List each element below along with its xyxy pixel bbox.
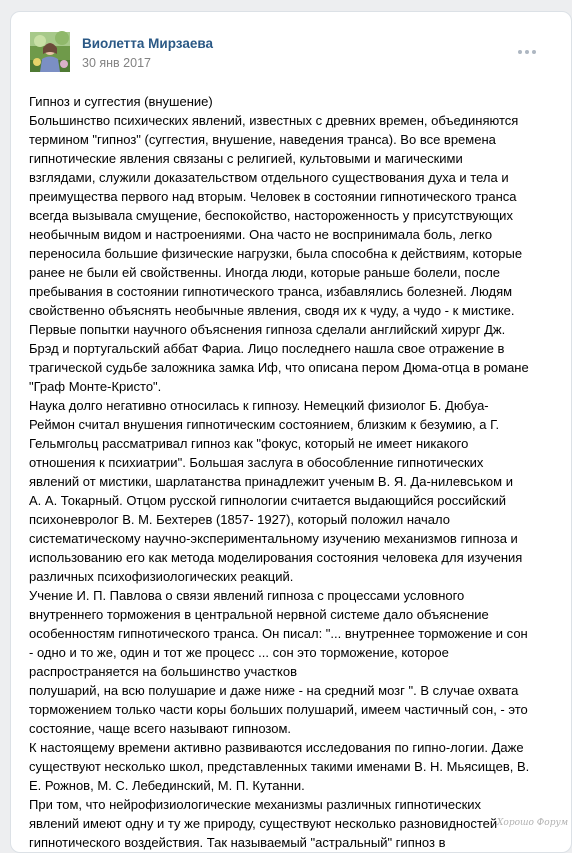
post-text-line: К настоящему времени активно развиваются исследования по гипно-логии. Даже [29,740,524,755]
post-text-line: всегда вызывала смущение, беспокойство, настороженность у присутствующих [29,208,513,223]
avatar-image [30,32,70,72]
post-text-line: явлений от мистики, шарлатанства принадлежит ученым В. Я. Да-нилевськом и [29,474,513,489]
watermark: Хорошо Форум [497,818,569,828]
post-text-line: гипнотического воздействия. Так называемый "астральный" гипноз в [29,835,446,850]
post-text-line: торможением только части коры больших полушарий, имеем частичный сон, - это [29,702,528,717]
post-text [29,92,554,852]
post-text-line: состояние, чаще всего называют гипнозом. [29,721,292,736]
post-text-line: Большинство психических явлений, известных с древних времен, объединяются [29,113,519,128]
post-text-line: полушарий, на всю полушарие и даже ниже - на средний мозг ". В случае охвата [29,683,519,698]
post-text-line: переносила большие физические нагрузки, была способна к действиям, которые [29,246,523,261]
post-text-line: свойственно объяснять необычные явления, сводя их к чуду, а чудо - к мистике. [29,303,515,318]
post-text-line: взглядами, служили доказательством отдельного существования духа и тела и [29,170,509,185]
post-text-line: внутреннего торможения в центральной нервной системе дало объяснение [29,607,489,622]
post-text-line: Первые попытки научного объяснения гипноза сделали английский хирург Дж. [29,322,506,337]
post-text-line: термином "гипноз" (суггестия, внушение, наведения транса). Во все времена [29,132,496,147]
more-options-icon[interactable] [518,46,540,58]
post-header [11,12,571,84]
post-text-line: необычным видом и настроениями. Она часто не воспринимала боль, легко [29,227,493,242]
post-text-line: существуют несколько школ, представленных такими именами В. Н. Мьясищев, В. [29,759,530,774]
post-text-line: психоневролог В. М. Бехтерев (1857- 1927), который положил начало [29,512,450,527]
author-name[interactable]: Виолетта Мирзаева [82,36,213,51]
post-text-line: пребывания в состоянии гипнотического транса, избавлялись болезней. Людям [29,284,513,299]
post-text-line: Учение И. П. Павлова о связи явлений гипноза с процессами условного [29,588,465,603]
post-text-line: трагической судьбе заложника замка Иф, что описана пером Дюма-отца в романе [29,360,529,375]
post-text-line: гипнотические явления связаны с религией, культовыми и магическими [29,151,463,166]
post-text-line: явлений имеют одну и ту же природу, существуют несколько разновидностей [29,816,498,831]
post-text-line: преимущества первого над вторым. Человек в состоянии гипнотического транса [29,189,517,204]
avatar[interactable] [30,32,70,72]
post-text-line: использованию его как метода моделирования состояния человека для изучения [29,550,523,565]
post-text-line: отношения к психиатрии". Большая заслуга в обособленние гипнотических [29,455,484,470]
post-text-line: При том, что нейрофизиологические механизмы различных гипнотических [29,797,482,812]
post-text-line: - одно и то же, один и тот же процесс ... сон это торможение, которое [29,645,449,660]
post-text-line: Наука долго негативно относилась к гипнозу. Немецкий физиолог Б. Дюбуа- [29,398,489,413]
post-text-line: Гельмгольц рассматривал гипноз как "фокус, который не имеет никакого [29,436,469,451]
post-text-line: А. А. Токарный. Отцом русской гипнологии считается выдающийся российский [29,493,506,508]
post-text-line: различных психофизиологических реакций. [29,569,294,584]
post-text-line: систематическому научно-экспериментальному изучению механизмов гипноза и [29,531,518,546]
post-text-line: ранее не были ей свойственны. Иногда люди, которые раньше болели, после [29,265,501,280]
post-text-line: Е. Рожнов, М. С. Лебединский, М. П. Кутанни. [29,778,305,793]
post-text-line: "Граф Монте-Кристо". [29,379,162,394]
post-text-line: Брэд и португальский аббат Фариа. Лицо последнего нашла свое отражение в [29,341,505,356]
post-text-line: особенностям гипнотического транса. Он писал: "... внутреннее торможение и сон [29,626,528,641]
post-text-line: распространяется на большинство участков [29,664,297,679]
post-date[interactable]: 30 янв 2017 [82,56,151,70]
post-text-line: Реймон считал внушения гипнотическим состоянием, близким к безумию, а Г. [29,417,500,432]
post-text-line: Гипноз и суггестия (внушение) [29,94,213,109]
post-card [10,11,572,853]
